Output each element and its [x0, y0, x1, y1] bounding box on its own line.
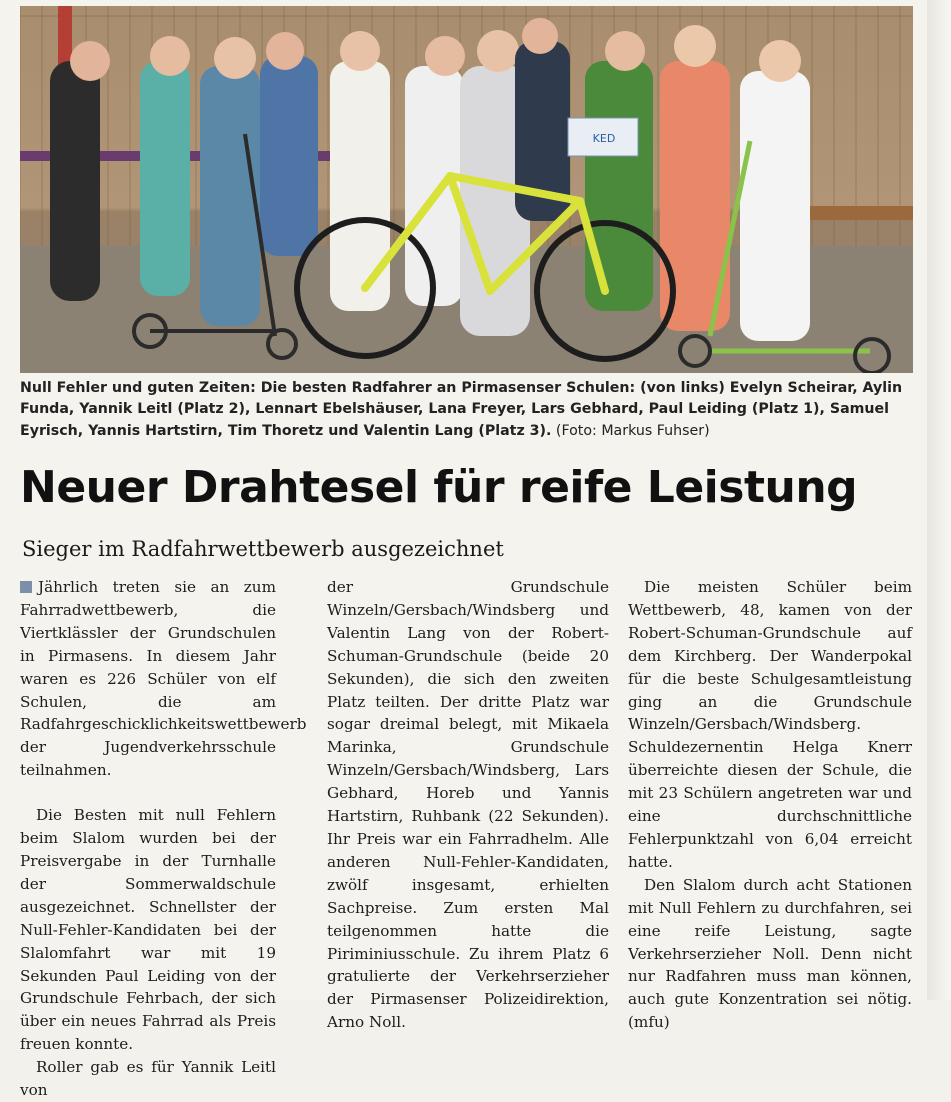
col1-paragraph-2: Die Besten mit null Fehlern beim Slalom wurden bei der Preisvergabe in der Turnhalle der Sommerwaldschule ausgezeichnet. Schnellster der Null-Fehler-Kandidaten bei der Slalomfahrt war mit 19 Sekunden Paul Leiding von der Grundschule Fehrbach, der sich über ein neues Fahrrad als Preis freuen konnte. [20, 806, 276, 1054]
sign-text: KED [592, 132, 616, 145]
page-edge [927, 0, 951, 1000]
caption-bold: Null Fehler und guten Zeiten: Die besten Radfahrer an Pirmasenser Schulen: (von links) Evelyn Scheirar, Aylin Funda, Yannik Leitl (Platz 2), Lennart Ebelshäuser, Lana Freyer, Lars Gebhard, Paul Leiding (Platz 1), Samuel Eyrisch, Yannis Hartstirn, Tim Thoretz und Valentin Lang (Platz 3). [20, 380, 903, 439]
col1-paragraph-3: Roller gab es für Yannik Leitl von [20, 1058, 276, 1100]
column-3 [628, 576, 912, 1034]
photo-illustration [20, 6, 913, 373]
subheadline: Sieger im Radfahrwettbewerb ausgezeichnet [22, 537, 504, 561]
column-1 [20, 576, 307, 1102]
headline: Neuer Drahtesel für reife Leistung [20, 462, 858, 513]
col3-paragraph-2: Den Slalom durch acht Stationen mit Null Fehlern zu durchfahren, sei eine reife Leistung, sagte Verkehrserzieher Noll. Denn nicht nur Radfahren muss man können, auch gute Konzentration sei nötig. (mfu) [628, 875, 912, 1032]
article-photo [20, 6, 913, 373]
col2-paragraph-1: der Grundschule Winzeln/Gersbach/Windsberg und Valentin Lang von der Robert-Schuman-Grundschule (beide 20 Sekunden), die sich den zweiten Platz teilten. Der dritte Platz war sogar dreimal belegt, mit Mikaela Marinka, Grundschule Winzeln/Gersbach/Windsberg, Lars Gebhard, Horeb und Yannis Hartstirn, Ruhbank (22 Sekunden). Ihr Preis war ein Fahrradhelm. Alle anderen Null-Fehler-Kandidaten, zwölf insgesamt, erhielten Sachpreise. Zum ersten Mal teilgenommen hatte die Piriminiusschule. Zu ihrem Platz 6 gratulierte der Verkehrserzieher der Pirmasenser Polizeidirektion, Arno Noll. [327, 578, 609, 1032]
col3-paragraph-1: Die meisten Schüler beim Wettbewerb, 48, kamen von der Robert-Schuman-Grundschule auf dem Kirchberg. Der Wanderpokal für die beste Schulgesamtleistung ging an die Grundschule Winzeln/Gersbach/Windsberg. Schuldezernentin Helga Knerr überreichte diesen der Schule, die mit 23 Schülern angetreten war und eine durchschnittliche Fehlerpunktzahl von 6,04 erreicht hatte. [628, 578, 912, 871]
column-2 [327, 576, 609, 1034]
photo-caption [20, 378, 920, 442]
article-start-marker [20, 581, 32, 593]
col1-paragraph-1: Jährlich treten sie an zum Fahrradwettbewerb, die Viertklässler der Grundschulen in Pirmasens. In diesem Jahr waren es 226 Schüler von elf Schulen, die am Radfahrgeschicklichkeitswettbewerb der Jugendverkehrsschule teilnahmen. [20, 578, 307, 780]
photo-credit: (Foto: Markus Fuhser) [551, 422, 710, 439]
